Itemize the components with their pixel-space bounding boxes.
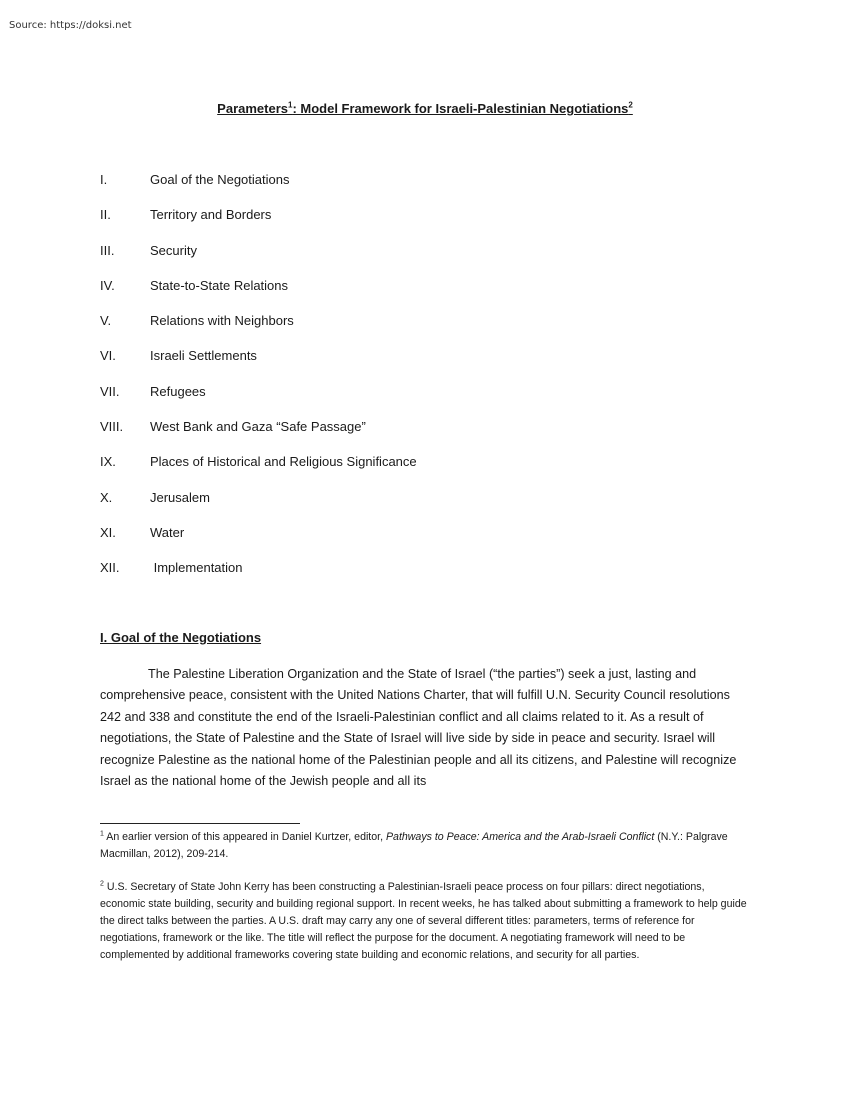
toc-item [100,241,800,276]
toc-item-label: Security [150,242,197,258]
toc-item-label: Goal of the Negotiations [150,172,290,187]
toc-item [100,170,800,205]
toc-item [100,382,800,417]
document-title [0,101,850,116]
footnote-text: An earlier version of this appeared in Daniel Kurtzer, editor, [103,831,386,843]
toc-item-label: State-to-State Relations [150,277,289,293]
toc-item-label: Territory and Borders [150,207,272,223]
toc-item [100,276,800,311]
toc-item-number: V. [100,313,112,329]
source-label: Source: https://doksi.net [9,20,132,31]
toc-item-number: IX. [100,454,116,470]
toc-item [100,346,800,381]
toc-item [100,452,800,487]
toc-item [100,488,800,523]
toc-item-label: Implementation [150,560,243,576]
toc-item-label: Places of Historical and Religious Significance [150,454,417,470]
toc-item-number: II. [100,207,111,223]
footnote-mark: 2 [100,880,104,888]
footnote-mark: 1 [100,830,104,838]
toc-item-label: Water [150,524,185,540]
toc-item-number: I. [100,172,108,187]
toc-item [100,417,800,452]
toc-item-label: Relations with Neighbors [150,313,294,329]
toc-item [100,523,800,558]
toc-item [100,558,800,593]
title-text-part1: Parameters [217,101,288,116]
toc-item-number: XI. [100,524,116,540]
toc-item-label: Jerusalem [150,489,210,505]
toc-item-number: VII. [100,383,120,399]
footnote-divider [100,823,300,824]
footnote-text: U.S. Secretary of State John Kerry has been constructing a Palestinian-Israeli peace process on four pillars: direct negotiations, economic state building, security and building regional support. In recent weeks, he has talked about submitting a framework to help guide the direct talks between the parties. A U.S. draft may carry any one of several different titles: parameters, terms of reference for negotiations, framework or the like. The title will reflect the purpose for the document. A negotiating framework will need to be complemented by additional frameworks covering state building and economic relations, and security for all parties. [100,881,747,961]
toc-item-label: Israeli Settlements [150,348,257,364]
footnote-book-title: Pathways to Peace: America and the Arab-Israeli Conflict [385,831,655,843]
section-heading-goal: I. Goal of the Negotiations [100,630,262,645]
table-of-contents [100,170,800,594]
footnote-1 [100,829,752,863]
toc-item-number: VIII. [100,419,124,435]
toc-item-number: VI. [100,348,116,364]
toc-item-label: Refugees [150,383,206,399]
section-paragraph: The Palestine Liberation Organization and the State of Israel (“the parties”) seek a just, lasting and comprehensive peace, consistent with the United Nations Charter, that will fulfill U.N. Security Council resolutions 242 and 338 and constitute the end of the Israeli-Palestinian conflict and all claims related to it. As a result of negotiations, the State of Palestine and the State of Israel will live side by side in peace and security. Israel will recognize Palestine as the national home of the Palestinian people and all its citizens, and Palestine will recognize Israel as the national home of the Jewish people and all its [100,667,737,789]
title-text-part2: : Model Framework for Israeli-Palestinian Negotiations [292,101,629,116]
toc-item-number: X. [100,489,113,505]
toc-item-number: III. [100,242,115,258]
toc-item-number: XII. [100,560,120,576]
footnote-2 [100,879,752,964]
toc-item [100,311,800,346]
toc-item-label: West Bank and Gaza “Safe Passage” [150,419,366,435]
toc-item-number: IV. [100,277,115,293]
toc-item [100,205,800,240]
footnote-ref-1[interactable]: 1 [288,100,293,110]
footnote-text: (N.Y.: Palgrave Macmillan, 2012), 209-214. [100,831,728,860]
footnote-ref-2[interactable]: 2 [628,100,633,110]
